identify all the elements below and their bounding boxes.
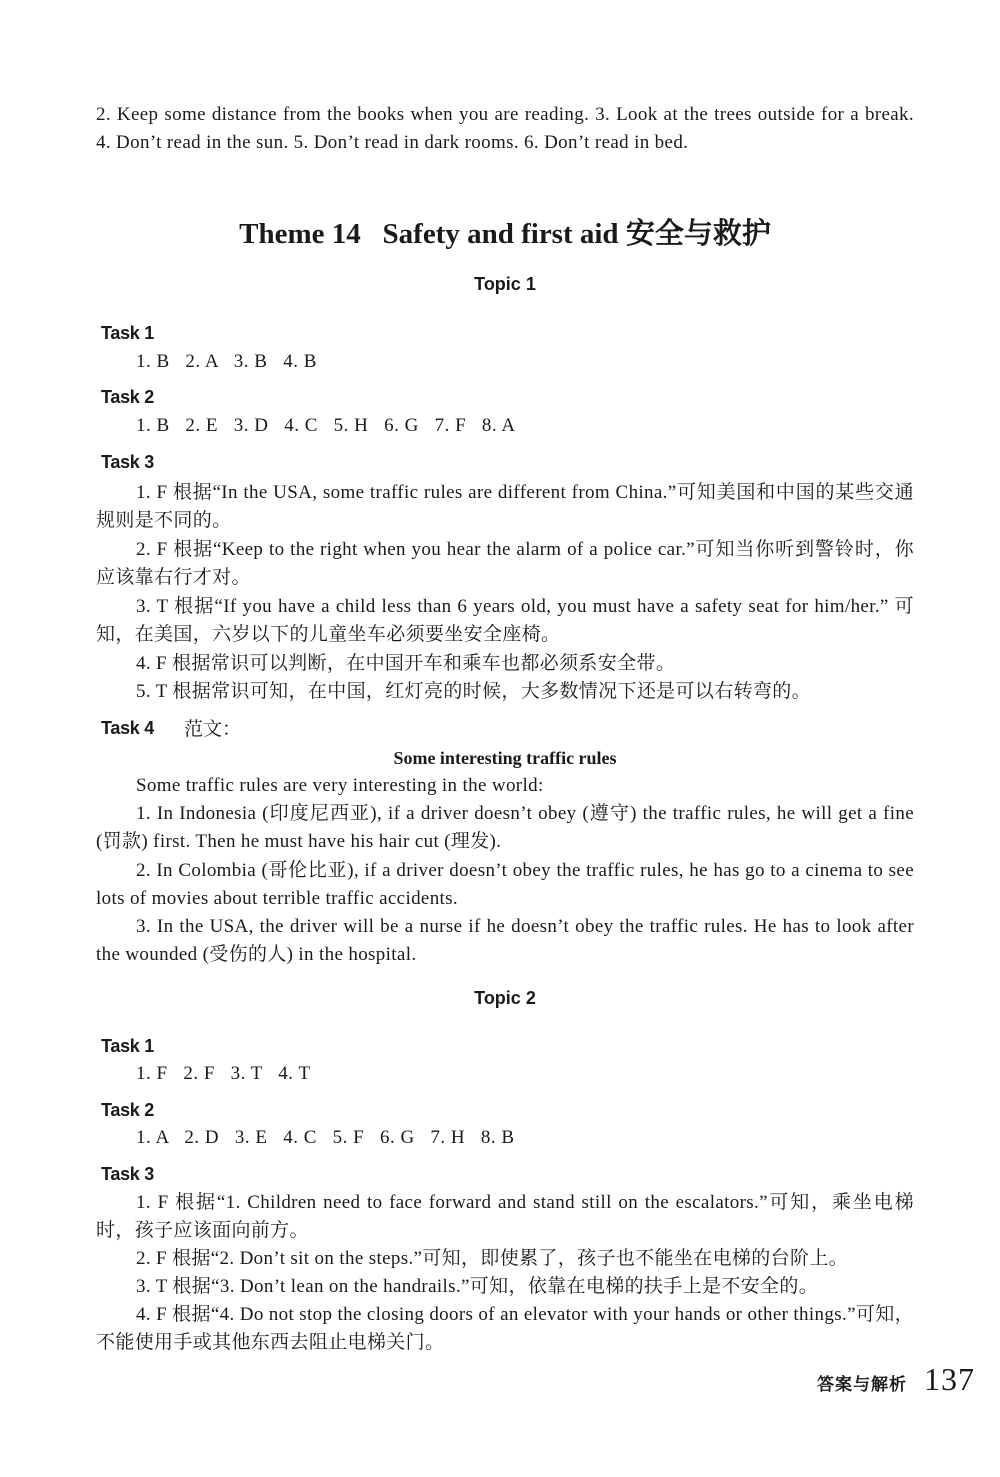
topic2-task3-item-2: 2. F 根据“2. Don’t sit on the steps.”可知，即使累了，孩子也不能坐在电梯的台阶上。 <box>136 1248 849 1269</box>
topic1-task3-item-1: 1. F 根据“In the USA, some traffic rules are different from China.”可知美国和中国的某些交通规则是不同的。 <box>96 482 914 531</box>
topic1-task1-answers: 1. B 2. A 3. B 4. B <box>136 351 317 372</box>
essay-paragraph-3: 3. In the USA, the driver will be a nurse if he doesn’t obey the traffic rules. He has to look after the wounded (受伤的人) in the hospital. <box>96 916 914 965</box>
page-number: 137 <box>924 1361 975 1397</box>
footer-section-label: 答案与解析 <box>817 1375 907 1394</box>
topic2-task2-answers: 1. A 2. D 3. E 4. C 5. F 6. G 7. H 8. B <box>136 1127 515 1148</box>
topic1-task1-label: Task 1 <box>101 323 154 343</box>
topic1-task4-label: Task 4 <box>101 718 154 738</box>
essay-paragraph-1: 1. In Indonesia (印度尼西亚), if a driver doesn’t obey (遵守) the traffic rules, he will get a fine (罚款) first. Then he must have his hair cut (理发). <box>96 803 914 852</box>
topic2-task1-answers: 1. F 2. F 3. T 4. T <box>136 1063 311 1084</box>
topic2-task1-label: Task 1 <box>101 1036 154 1056</box>
sample-essay-label: 范文： <box>184 719 242 740</box>
topic1-task3-item-2: 2. F 根据“Keep to the right when you hear the alarm of a police car.”可知当你听到警铃时，你应该靠右行才对。 <box>96 539 914 588</box>
intro-paragraph: 2. Keep some distance from the books when you are reading. 3. Look at the trees outside for a break. 4. Don’t read in the sun. 5. Don’t read in dark rooms. 6. Don’t read in bed. <box>96 104 914 153</box>
topic1-task3-label: Task 3 <box>101 452 154 472</box>
essay-paragraph-2: 2. In Colombia (哥伦比亚), if a driver doesn’t obey the traffic rules, he has go to a cinema to see lots of movies about terrible traffic accidents. <box>96 860 914 909</box>
topic2-task3-item-1: 1. F 根据“1. Children need to face forward and stand still on the escalators.”可知，乘坐电梯时，孩子应该面向前方。 <box>96 1192 914 1241</box>
topic1-task2-label: Task 2 <box>101 387 154 407</box>
theme-title: Theme 14 Safety and first aid 安全与救护 <box>239 218 771 250</box>
topic1-task2-answers: 1. B 2. E 3. D 4. C 5. H 6. G 7. F 8. A <box>136 415 516 436</box>
topic2-task3-item-3: 3. T 根据“3. Don’t lean on the handrails.”可知，依靠在电梯的扶手上是不安全的。 <box>136 1276 819 1297</box>
topic2-task2-label: Task 2 <box>101 1100 154 1120</box>
topic1-task3-item-3: 3. T 根据“If you have a child less than 6 years old, you must have a safety seat for him/her.” 可知，在美国，六岁以下的儿童坐车必须要坐安全座椅。 <box>96 596 914 645</box>
topic2-task3-item-4: 4. F 根据“4. Do not stop the closing doors of an elevator with your hands or other things.”可知，不能使用手或其他东西去阻止电梯关门。 <box>96 1304 914 1353</box>
topic2-heading: Topic 2 <box>474 988 536 1008</box>
essay-intro: Some traffic rules are very interesting in the world: <box>136 775 544 796</box>
topic2-task3-label: Task 3 <box>101 1164 154 1184</box>
topic1-task3-item-5: 5. T 根据常识可知，在中国，红灯亮的时候，大多数情况下还是可以右转弯的。 <box>136 681 811 702</box>
essay-title: Some interesting traffic rules <box>393 748 617 768</box>
topic1-heading: Topic 1 <box>474 274 536 294</box>
topic1-task3-item-4: 4. F 根据常识可以判断，在中国开车和乘车也都必须系安全带。 <box>136 653 676 674</box>
